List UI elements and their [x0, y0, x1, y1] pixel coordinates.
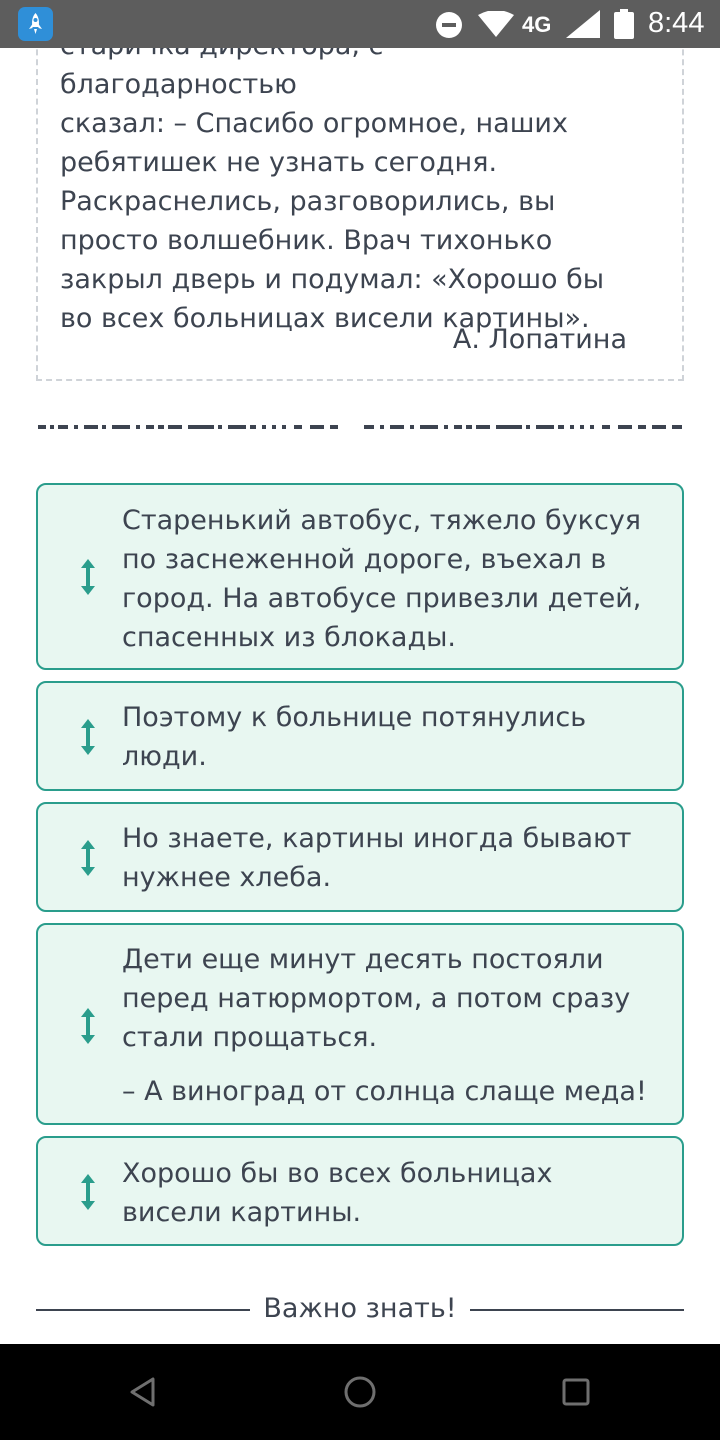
section-divider — [38, 423, 682, 431]
reading-line: сказал: – Спасибо огромное, наших — [60, 108, 568, 139]
navigation-bar — [0, 1344, 720, 1440]
drag-handle-icon[interactable] — [81, 559, 95, 595]
divider-line — [470, 1309, 684, 1311]
important-section-header — [36, 1286, 684, 1332]
sortable-card[interactable] — [36, 1136, 684, 1246]
clock: 8:44 — [648, 7, 705, 39]
drag-handle-icon[interactable] — [81, 840, 95, 876]
reading-line: закрыл дверь и подумал: «Хорошо бы — [60, 264, 605, 295]
important-label: Важно знать! — [263, 1293, 457, 1324]
sortable-card[interactable] — [36, 681, 684, 791]
network-type: 4G — [522, 12, 552, 37]
card-text: Хорошо бы во всех больницах висели картины. — [122, 1158, 553, 1228]
card-text: Но знаете, картины иногда бывают нужнее хлеба. — [122, 823, 632, 893]
status-bar — [0, 0, 720, 48]
reading-line: во всех больницах висели картины». — [60, 303, 590, 334]
home-icon[interactable] — [342, 1374, 378, 1410]
reading-line: просто волшебник. Врач тихонько — [60, 225, 553, 256]
drag-handle-icon[interactable] — [81, 1008, 95, 1044]
signal-icon — [566, 10, 600, 38]
reading-text-box — [36, 0, 684, 381]
card-note: – А виноград от солнца слаще меда! — [122, 1076, 647, 1107]
back-icon[interactable] — [126, 1374, 162, 1410]
drag-handle-icon[interactable] — [81, 719, 95, 755]
card-text: Дети еще минут десять постояли перед натюрмортом, а потом сразу стали прощаться. — [122, 944, 631, 1053]
reading-line: благодарностью — [60, 69, 297, 100]
wifi-icon — [478, 11, 514, 37]
drag-handle-icon[interactable] — [81, 1174, 95, 1210]
battery-icon — [614, 9, 634, 39]
sortable-card[interactable] — [36, 802, 684, 912]
app-rocket-icon — [18, 7, 53, 41]
do-not-disturb-icon — [435, 11, 463, 39]
reading-paragraph — [60, 26, 620, 338]
reading-line: Раскраснелись, разговорились, вы — [60, 186, 556, 217]
recents-icon[interactable] — [558, 1374, 594, 1410]
card-text: Поэтому к больнице потянулись люди. — [122, 702, 587, 772]
reading-author: А. Лопатина — [452, 324, 627, 355]
sortable-card[interactable] — [36, 923, 684, 1125]
reading-line: ребятишек не узнать сегодня. — [60, 147, 498, 178]
sortable-card[interactable] — [36, 483, 684, 670]
card-text: Старенький автобус, тяжело буксуя по заснеженной дороге, въехал в город. На автобусе привезли детей, спасенных из блокады. — [122, 505, 642, 653]
